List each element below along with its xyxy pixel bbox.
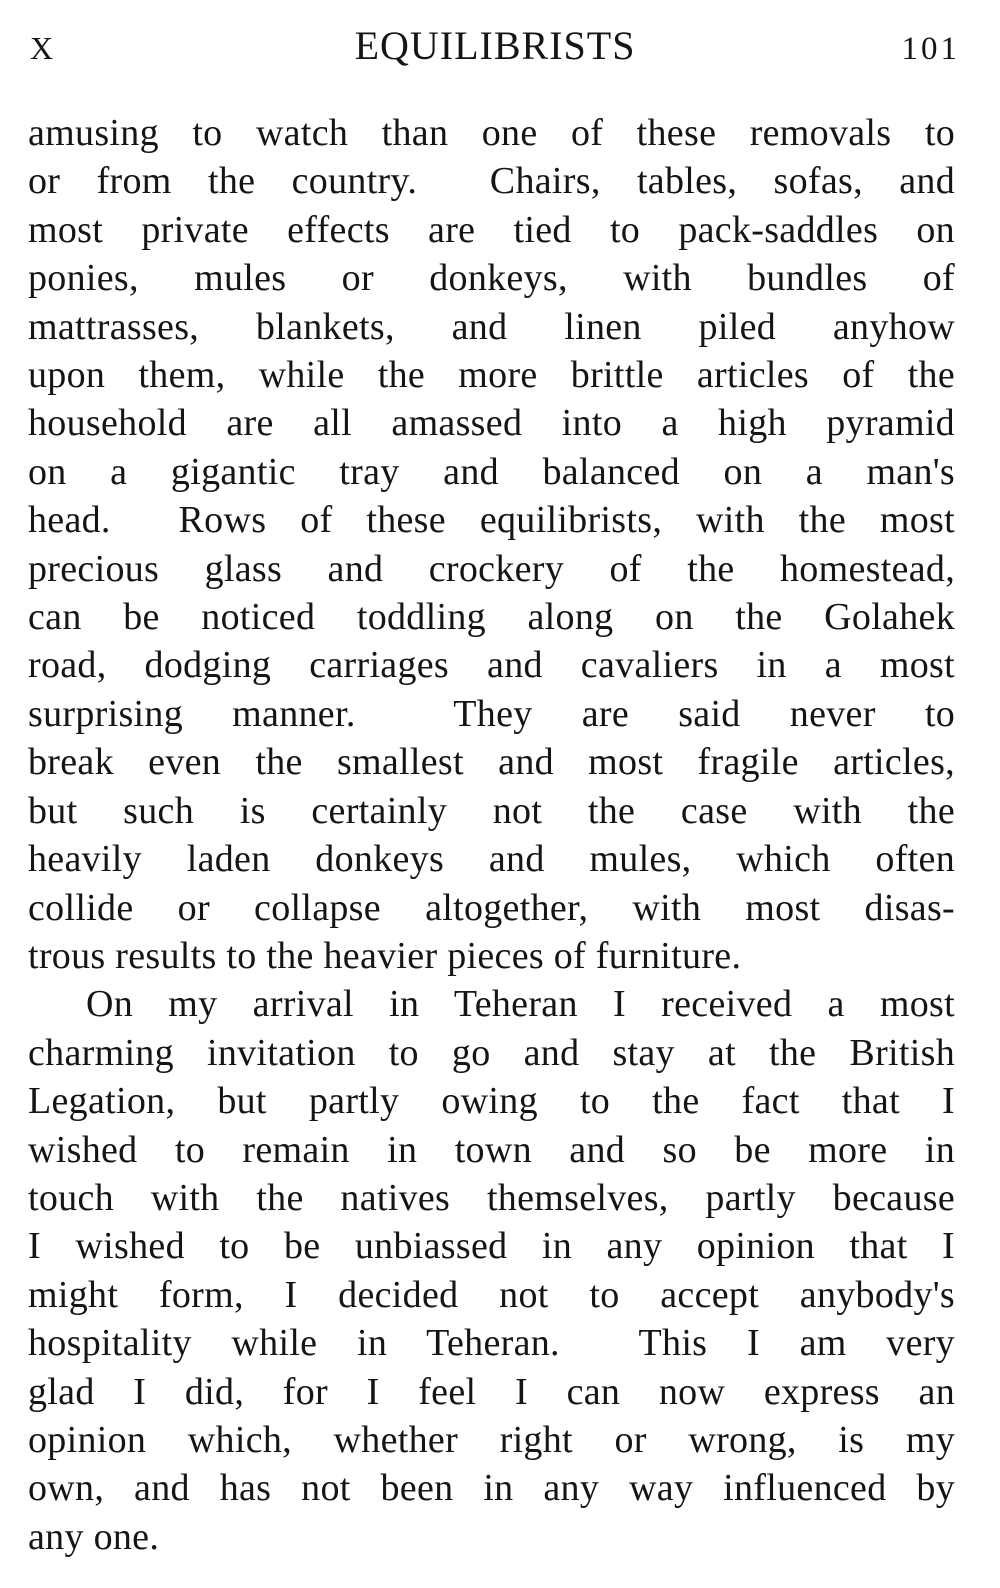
text-line: Legation, but partly owing to the fact that I xyxy=(28,1080,955,1123)
text-line: charming invitation to go and stay at the British xyxy=(28,1031,955,1074)
page-body xyxy=(0,109,1000,1561)
text-line: upon them, while the more brittle articles of the xyxy=(28,354,955,397)
page-number: 101 xyxy=(901,31,961,67)
text-line: any one. xyxy=(28,1515,160,1558)
text-line: road, dodging carriages and cavaliers in a most xyxy=(28,644,955,687)
paragraph xyxy=(28,980,955,1561)
text-line: but such is certainly not the case with the xyxy=(28,789,955,832)
text-line: I wished to be unbiassed in any opinion that I xyxy=(28,1225,955,1268)
text-line: opinion which, whether right or wrong, is my xyxy=(28,1418,955,1461)
text-line: household are all amassed into a high pyramid xyxy=(28,402,955,445)
text-line: mattrasses, blankets, and linen piled anyhow xyxy=(28,305,955,348)
text-line: heavily laden donkeys and mules, which often xyxy=(28,838,955,881)
running-header xyxy=(0,0,1000,69)
text-line: trous results to the heavier pieces of furniture. xyxy=(28,934,742,977)
text-line: precious glass and crockery of the homestead, xyxy=(28,547,955,590)
text-line: glad I did, for I feel I can now express an xyxy=(28,1370,955,1413)
chapter-marker: X xyxy=(30,30,55,66)
text-line: on a gigantic tray and balanced on a man's xyxy=(28,450,955,493)
text-line: might form, I decided not to accept anybody's xyxy=(28,1273,955,1316)
text-line: hospitality while in Teheran. This I am very xyxy=(28,1322,955,1365)
text-line: wished to remain in town and so be more in xyxy=(28,1128,955,1171)
text-line: On my arrival in Teheran I received a most xyxy=(86,983,955,1026)
text-line: break even the smallest and most fragile articles, xyxy=(28,741,955,784)
text-line: touch with the natives themselves, partly because xyxy=(28,1176,955,1219)
paragraph xyxy=(28,109,955,980)
text-line: or from the country. Chairs, tables, sofas, and xyxy=(28,160,955,203)
text-line: can be noticed toddling along on the Golahek xyxy=(28,596,955,639)
text-line: head. Rows of these equilibrists, with the most xyxy=(28,499,955,542)
text-line: collide or collapse altogether, with most disas- xyxy=(28,886,955,929)
text-line: most private effects are tied to pack-saddles on xyxy=(28,208,955,251)
text-line: own, and has not been in any way influenced by xyxy=(28,1467,955,1510)
text-line: ponies, mules or donkeys, with bundles of xyxy=(28,257,955,300)
running-title: EQUILIBRISTS xyxy=(354,23,636,68)
text-line: surprising manner. They are said never to xyxy=(28,692,955,735)
text-line: amusing to watch than one of these removals to xyxy=(28,112,955,154)
